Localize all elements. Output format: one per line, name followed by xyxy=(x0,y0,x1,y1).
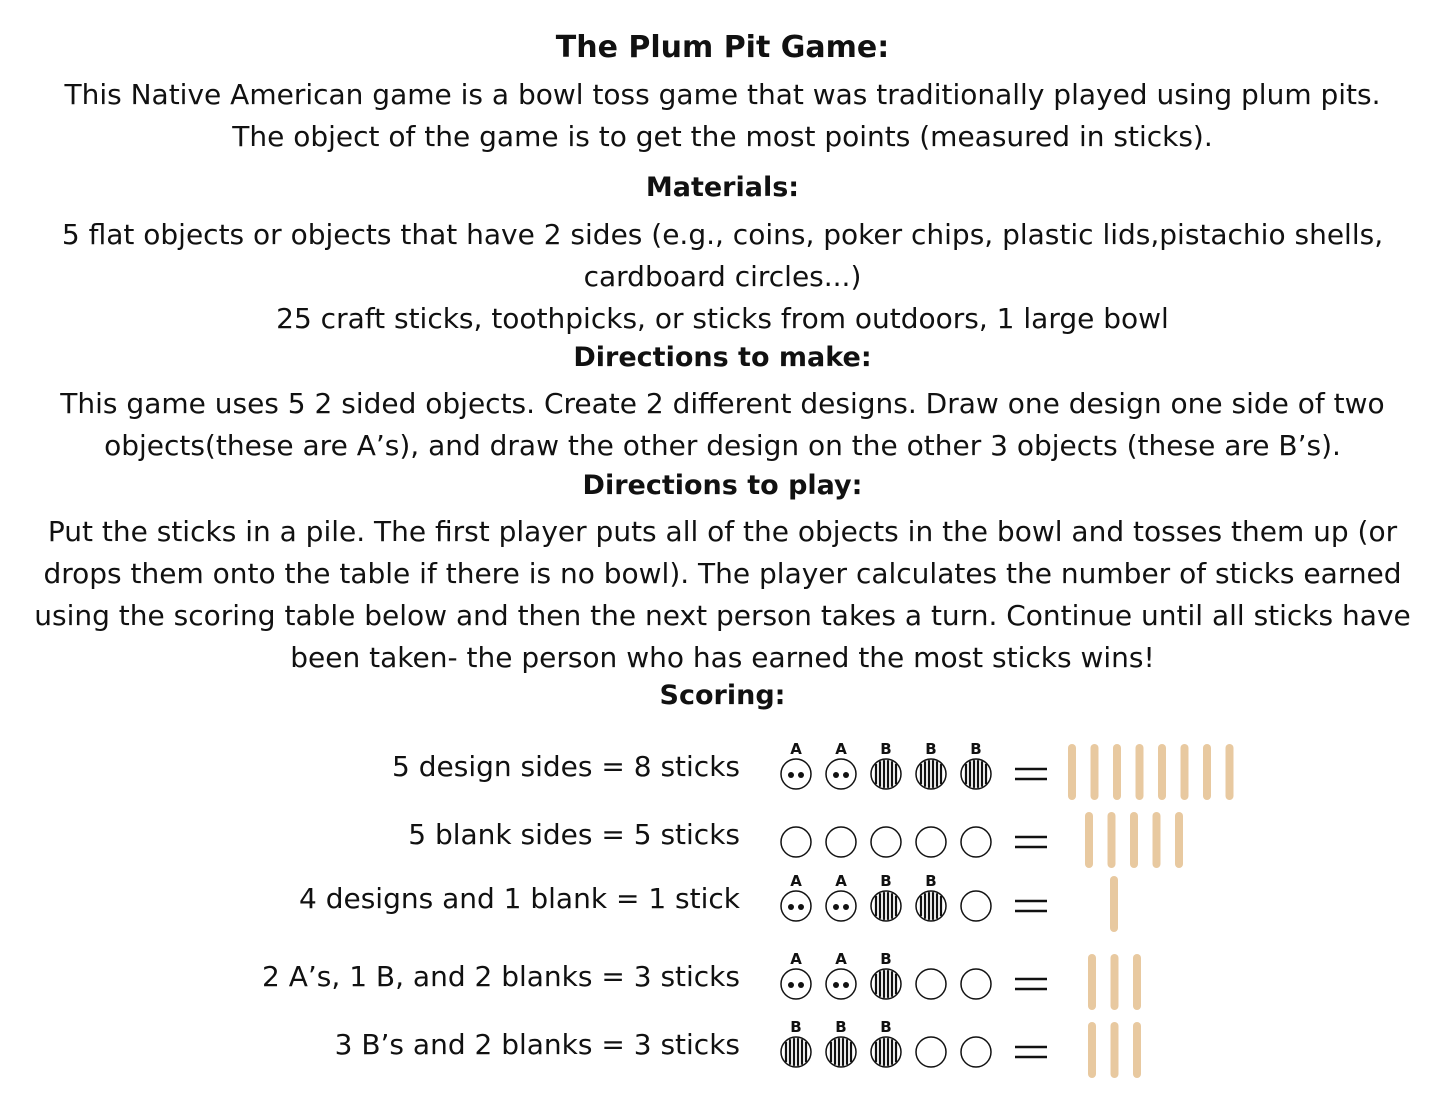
stick-icon xyxy=(1085,812,1093,868)
scoring-row-graphic xyxy=(760,732,1260,802)
piece-letter: B xyxy=(880,1018,892,1036)
stick-icon xyxy=(1133,954,1141,1010)
stick-icon xyxy=(1175,812,1183,868)
piece-blank-icon xyxy=(961,1037,991,1067)
stick-icon xyxy=(1130,812,1138,868)
piece-blank-icon xyxy=(916,1037,946,1067)
stick-icon xyxy=(1111,1022,1119,1078)
piece-blank-icon xyxy=(826,827,856,857)
piece-letter: A xyxy=(790,872,802,890)
scoring-row-graphic xyxy=(760,864,1260,934)
piece-blank-icon xyxy=(916,827,946,857)
piece-letter: A xyxy=(790,950,802,968)
play-heading: Directions to play: xyxy=(582,470,863,501)
piece-b-stripes-icon xyxy=(916,740,946,789)
piece-b-stripes-icon xyxy=(871,950,901,999)
intro-text: This Native American game is a bowl toss game that was traditionally played using plum pits. The object of the game is to get the most points (measured in sticks). xyxy=(64,78,1381,153)
stick-icon xyxy=(1158,744,1166,800)
piece-a-dots-icon xyxy=(781,950,811,999)
scoring-row-label: 4 designs and 1 blank = 1 stick xyxy=(299,882,740,915)
make-heading: Directions to make: xyxy=(573,342,872,373)
piece-a-dots-icon xyxy=(781,872,811,921)
piece-blank-icon xyxy=(961,969,991,999)
make-text: This game uses 5 2 sided objects. Create 2 different designs. Draw one design one side of two objects(these are A’s), and draw the other design on the other 3 objects (these are B’s). xyxy=(60,387,1385,462)
play-text: Put the sticks in a pile. The first player puts all of the objects in the bowl and tosses them up (or drops them onto the table if there is no bowl). The player calculates the number of sticks earned using the scoring table below and then the next person takes a turn. Continue until all sticks have been taken- the person who has earned the most sticks wins! xyxy=(34,515,1411,674)
stick-icon xyxy=(1203,744,1211,800)
piece-b-stripes-icon xyxy=(826,1018,856,1067)
piece-a-dots-icon xyxy=(781,740,811,789)
stick-icon xyxy=(1110,876,1118,932)
piece-blank-icon xyxy=(871,827,901,857)
materials-heading: Materials: xyxy=(645,172,800,203)
piece-letter: A xyxy=(835,740,847,758)
equals-icon xyxy=(1015,769,1047,779)
piece-letter: B xyxy=(880,872,892,890)
stick-icon xyxy=(1153,812,1161,868)
stick-icon xyxy=(1133,1022,1141,1078)
scoring-row-graphic xyxy=(760,800,1260,870)
piece-blank-icon xyxy=(961,891,991,921)
scoring-row-label: 5 design sides = 8 sticks xyxy=(392,750,740,783)
piece-b-stripes-icon xyxy=(961,740,991,789)
piece-letter: B xyxy=(880,740,892,758)
scoring-row-graphic xyxy=(760,942,1260,1012)
piece-a-dots-icon xyxy=(826,740,856,789)
piece-a-dots-icon xyxy=(826,872,856,921)
equals-icon xyxy=(1015,1047,1047,1057)
stick-icon xyxy=(1181,744,1189,800)
piece-b-stripes-icon xyxy=(916,872,946,921)
stick-icon xyxy=(1136,744,1144,800)
piece-b-stripes-icon xyxy=(871,1018,901,1067)
stick-icon xyxy=(1111,954,1119,1010)
piece-letter: A xyxy=(835,872,847,890)
materials-line-1: 5 flat objects or objects that have 2 sides (e.g., coins, poker chips, plastic lids,pistachio shells, cardboard circles...) xyxy=(61,218,1384,293)
stick-icon xyxy=(1108,812,1116,868)
piece-blank-icon xyxy=(916,969,946,999)
scoring-row-label: 3 B’s and 2 blanks = 3 sticks xyxy=(334,1028,740,1061)
equals-icon xyxy=(1015,979,1047,989)
materials-line-2: 25 craft sticks, toothpicks, or sticks from outdoors, 1 large bowl xyxy=(276,302,1169,335)
materials-text xyxy=(20,214,1425,340)
piece-blank-icon xyxy=(781,827,811,857)
stick-icon xyxy=(1068,744,1076,800)
scoring-row-graphic xyxy=(760,1010,1260,1080)
stick-icon xyxy=(1226,744,1234,800)
piece-letter: A xyxy=(835,950,847,968)
piece-letter: B xyxy=(925,740,937,758)
equals-icon xyxy=(1015,837,1047,847)
scoring-row-label: 5 blank sides = 5 sticks xyxy=(408,818,740,851)
piece-letter: B xyxy=(790,1018,802,1036)
piece-blank-icon xyxy=(961,827,991,857)
piece-letter: A xyxy=(790,740,802,758)
piece-b-stripes-icon xyxy=(871,740,901,789)
scoring-heading: Scoring: xyxy=(659,680,786,711)
piece-letter: B xyxy=(970,740,982,758)
piece-b-stripes-icon xyxy=(781,1018,811,1067)
scoring-row-label: 2 A’s, 1 B, and 2 blanks = 3 sticks xyxy=(262,960,740,993)
piece-a-dots-icon xyxy=(826,950,856,999)
piece-letter: B xyxy=(835,1018,847,1036)
stick-icon xyxy=(1091,744,1099,800)
equals-icon xyxy=(1015,901,1047,911)
stick-icon xyxy=(1088,954,1096,1010)
piece-b-stripes-icon xyxy=(871,872,901,921)
stick-icon xyxy=(1088,1022,1096,1078)
page-title: The Plum Pit Game: xyxy=(555,30,890,65)
piece-letter: B xyxy=(925,872,937,890)
piece-letter: B xyxy=(880,950,892,968)
stick-icon xyxy=(1113,744,1121,800)
